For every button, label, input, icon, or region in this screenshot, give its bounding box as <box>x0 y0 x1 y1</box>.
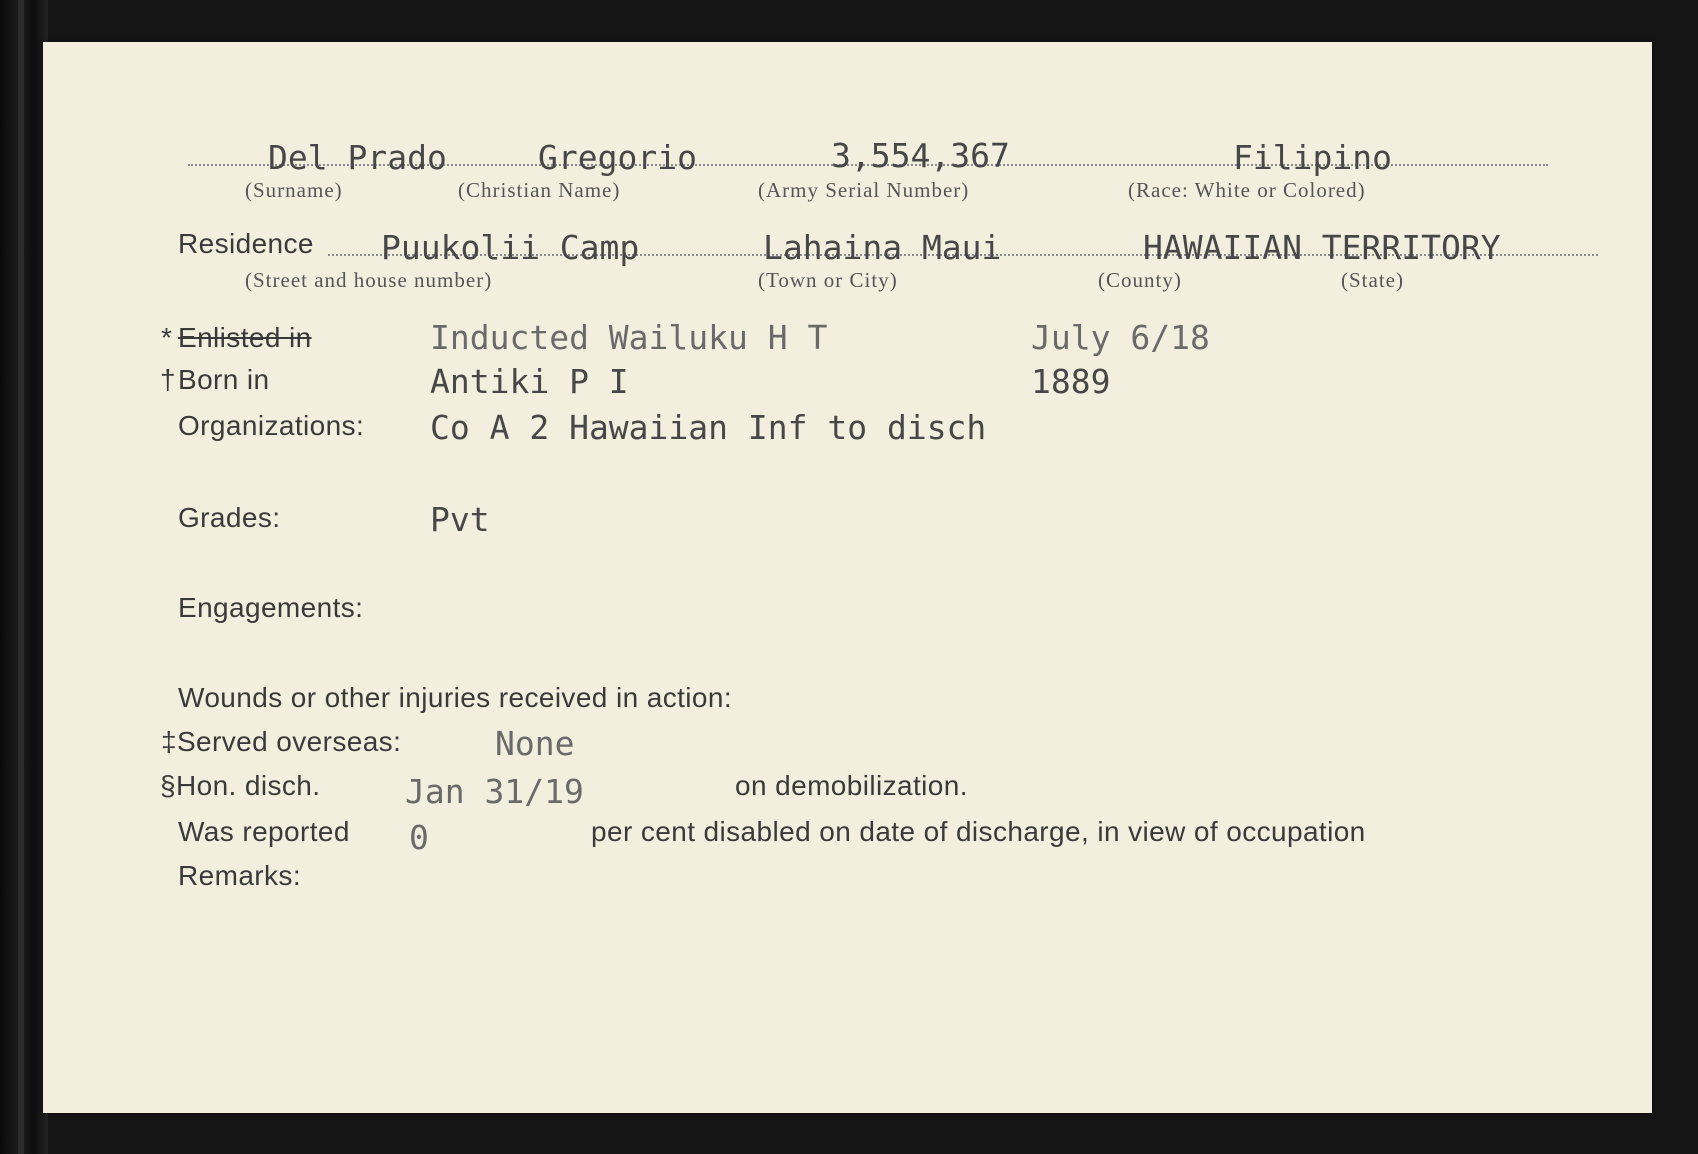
grades-value: Pvt <box>430 500 490 539</box>
binder-edge <box>18 0 24 1154</box>
residence-label: Residence <box>178 228 314 259</box>
service-record-card <box>43 42 1652 1113</box>
caption-serial-number: (Army Serial Number) <box>758 178 970 202</box>
race-value: Filipino <box>1233 138 1392 177</box>
reported-value: 0 <box>409 818 429 857</box>
enlisted-value: Inducted Wailuku H T <box>430 318 828 357</box>
enlisted-label: Enlisted in <box>178 322 312 353</box>
caption-street: (Street and house number) <box>245 268 493 292</box>
born-label: Born in <box>178 364 270 395</box>
remarks-label: Remarks: <box>178 860 301 891</box>
born-year: 1889 <box>1031 362 1111 401</box>
overseas-value: None <box>495 724 575 763</box>
residence-town-value: Lahaina Maui <box>763 228 1002 267</box>
organizations-label: Organizations: <box>178 410 365 441</box>
enlisted-mark: * <box>161 322 173 353</box>
discharge-value: Jan 31/19 <box>405 772 584 811</box>
grades-label: Grades: <box>178 502 281 533</box>
wounds-label: Wounds or other injuries received in action: <box>178 682 733 713</box>
caption-town: (Town or City) <box>758 268 898 292</box>
binder-spine <box>0 0 48 1154</box>
caption-surname: (Surname) <box>245 178 343 202</box>
caption-state: (State) <box>1341 268 1404 292</box>
born-value: Antiki P I <box>430 362 629 401</box>
born-mark: † <box>160 364 176 395</box>
christian-name-value: Gregorio <box>538 138 697 177</box>
reported-label: Was reported <box>178 816 350 847</box>
organizations-value: Co A 2 Hawaiian Inf to disch <box>430 408 987 447</box>
engagements-label: Engagements: <box>178 592 364 623</box>
surname-value: Del Prado <box>268 138 447 177</box>
residence-state-value: HAWAIIAN TERRITORY <box>1143 228 1501 267</box>
overseas-label: ‡Served overseas: <box>161 726 402 757</box>
caption-county: (County) <box>1098 268 1182 292</box>
serial-number-value: 3,554,367 <box>831 136 1010 175</box>
discharge-label: §Hon. disch. <box>160 770 321 801</box>
caption-christian-name: (Christian Name) <box>458 178 621 202</box>
discharge-suffix: on demobilization. <box>735 770 968 801</box>
reported-suffix: per cent disabled on date of discharge, in view of occupation <box>591 816 1366 847</box>
enlisted-date: July 6/18 <box>1031 318 1210 357</box>
caption-race: (Race: White or Colored) <box>1128 178 1366 202</box>
residence-street-value: Puukolii Camp <box>381 228 640 267</box>
